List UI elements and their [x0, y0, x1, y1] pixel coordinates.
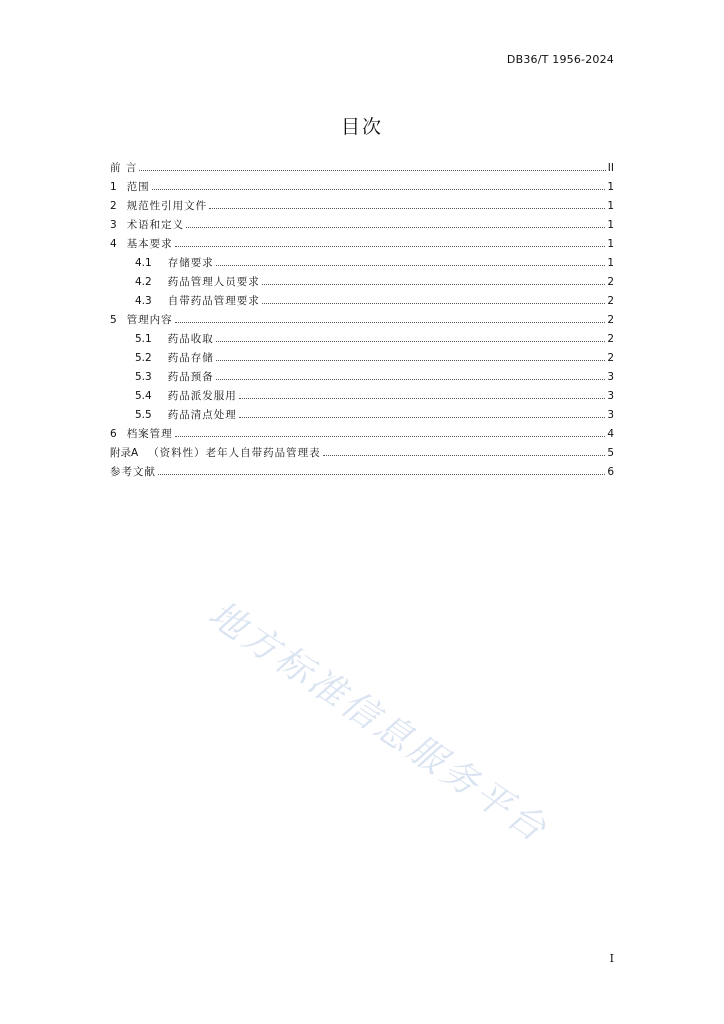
toc-entry-page: 2 [607, 294, 614, 307]
page-number: I [609, 952, 614, 965]
toc-entry-number: 5.4 [135, 389, 152, 402]
toc-entry-label: 药品管理人员要求 [167, 276, 260, 288]
dot-leader [262, 302, 606, 304]
toc-entry-label: 前 言 [110, 162, 138, 174]
dot-leader [239, 397, 606, 399]
toc-entry-page: 4 [607, 427, 614, 440]
dot-leader [216, 340, 606, 342]
toc-entry[interactable] [110, 158, 614, 177]
toc-entry-page: 2 [607, 332, 614, 345]
toc-entry[interactable] [110, 253, 614, 272]
toc-entry-label: 自带药品管理要求 [167, 295, 260, 307]
toc-entry[interactable] [110, 348, 614, 367]
toc-entry-label: 参考文献 [110, 466, 156, 478]
toc-entry-number: 4.2 [135, 275, 152, 288]
toc-entry-page: 2 [607, 351, 614, 364]
toc-entry-label: 范围 [126, 181, 150, 193]
toc-entry[interactable] [110, 386, 614, 405]
dot-leader [175, 435, 606, 437]
dot-leader [216, 378, 606, 380]
toc-entry-number: 5.3 [135, 370, 152, 383]
toc-entry[interactable] [110, 424, 614, 443]
toc-entry[interactable] [110, 196, 614, 215]
table-of-contents [110, 158, 614, 481]
toc-entry-number: 4 [110, 237, 117, 250]
toc-entry[interactable] [110, 234, 614, 253]
toc-entry[interactable] [110, 215, 614, 234]
toc-entry-label: 药品预备 [167, 371, 214, 383]
dot-leader [186, 226, 605, 228]
toc-entry-number: 3 [110, 218, 117, 231]
toc-entry-label: 术语和定义 [126, 219, 185, 231]
standard-code: DB36/T 1956-2024 [506, 53, 614, 66]
toc-entry[interactable] [110, 291, 614, 310]
toc-entry-page: 6 [607, 465, 614, 478]
toc-entry-number: 2 [110, 199, 117, 212]
dot-leader [216, 359, 606, 361]
toc-entry-number: 5.2 [135, 351, 152, 364]
toc-entry-page: 2 [607, 313, 614, 326]
toc-entry-page: 3 [607, 370, 614, 383]
dot-leader [152, 188, 606, 190]
watermark: 地方标准信息服务平台 [201, 593, 556, 852]
toc-entry[interactable] [110, 405, 614, 424]
toc-entry[interactable] [110, 310, 614, 329]
toc-entry-label: 基本要求 [126, 238, 173, 250]
page-title: 目次 [340, 116, 383, 138]
toc-entry-page: 1 [607, 237, 614, 250]
toc-entry-page: 1 [607, 218, 614, 231]
toc-entry-label: 药品派发服用 [167, 390, 237, 402]
toc-entry-number: 1 [110, 180, 117, 193]
toc-entry-label: 档案管理 [126, 428, 173, 440]
toc-entry[interactable] [110, 177, 614, 196]
toc-entry-page: 1 [607, 180, 614, 193]
dot-leader [158, 473, 605, 475]
toc-entry-label: 药品清点处理 [167, 409, 237, 421]
dot-leader [323, 454, 606, 456]
toc-entry[interactable] [110, 443, 614, 462]
toc-entry-number: 6 [110, 427, 117, 440]
toc-entry[interactable] [110, 462, 614, 481]
toc-entry-label: 药品存储 [167, 352, 214, 364]
toc-entry-label: 药品收取 [167, 333, 214, 345]
toc-entry-page: II [607, 161, 614, 174]
dot-leader [209, 207, 605, 209]
toc-entry-number: 4.1 [135, 256, 152, 269]
toc-entry[interactable] [110, 329, 614, 348]
toc-entry-number: 5 [110, 313, 117, 326]
toc-entry-page: 1 [607, 256, 614, 269]
dot-leader [216, 264, 606, 266]
toc-entry-number: 附录A [110, 447, 139, 459]
toc-entry-number: 5.5 [135, 408, 152, 421]
dot-leader [239, 416, 606, 418]
toc-entry-page: 3 [607, 389, 614, 402]
toc-entry[interactable] [110, 367, 614, 386]
dot-leader [262, 283, 606, 285]
toc-entry-label: 管理内容 [126, 314, 173, 326]
toc-entry-page: 2 [607, 275, 614, 288]
toc-entry-page: 5 [607, 446, 614, 459]
toc-entry-label: 存储要求 [167, 257, 214, 269]
toc-entry-number: 4.3 [135, 294, 152, 307]
toc-entry-page: 1 [607, 199, 614, 212]
toc-entry-label: （资料性）老年人自带药品管理表 [148, 447, 321, 459]
dot-leader [175, 245, 606, 247]
dot-leader [139, 169, 605, 171]
dot-leader [175, 321, 606, 323]
toc-entry-page: 3 [607, 408, 614, 421]
toc-entry-number: 5.1 [135, 332, 152, 345]
toc-entry[interactable] [110, 272, 614, 291]
toc-entry-label: 规范性引用文件 [126, 200, 208, 212]
